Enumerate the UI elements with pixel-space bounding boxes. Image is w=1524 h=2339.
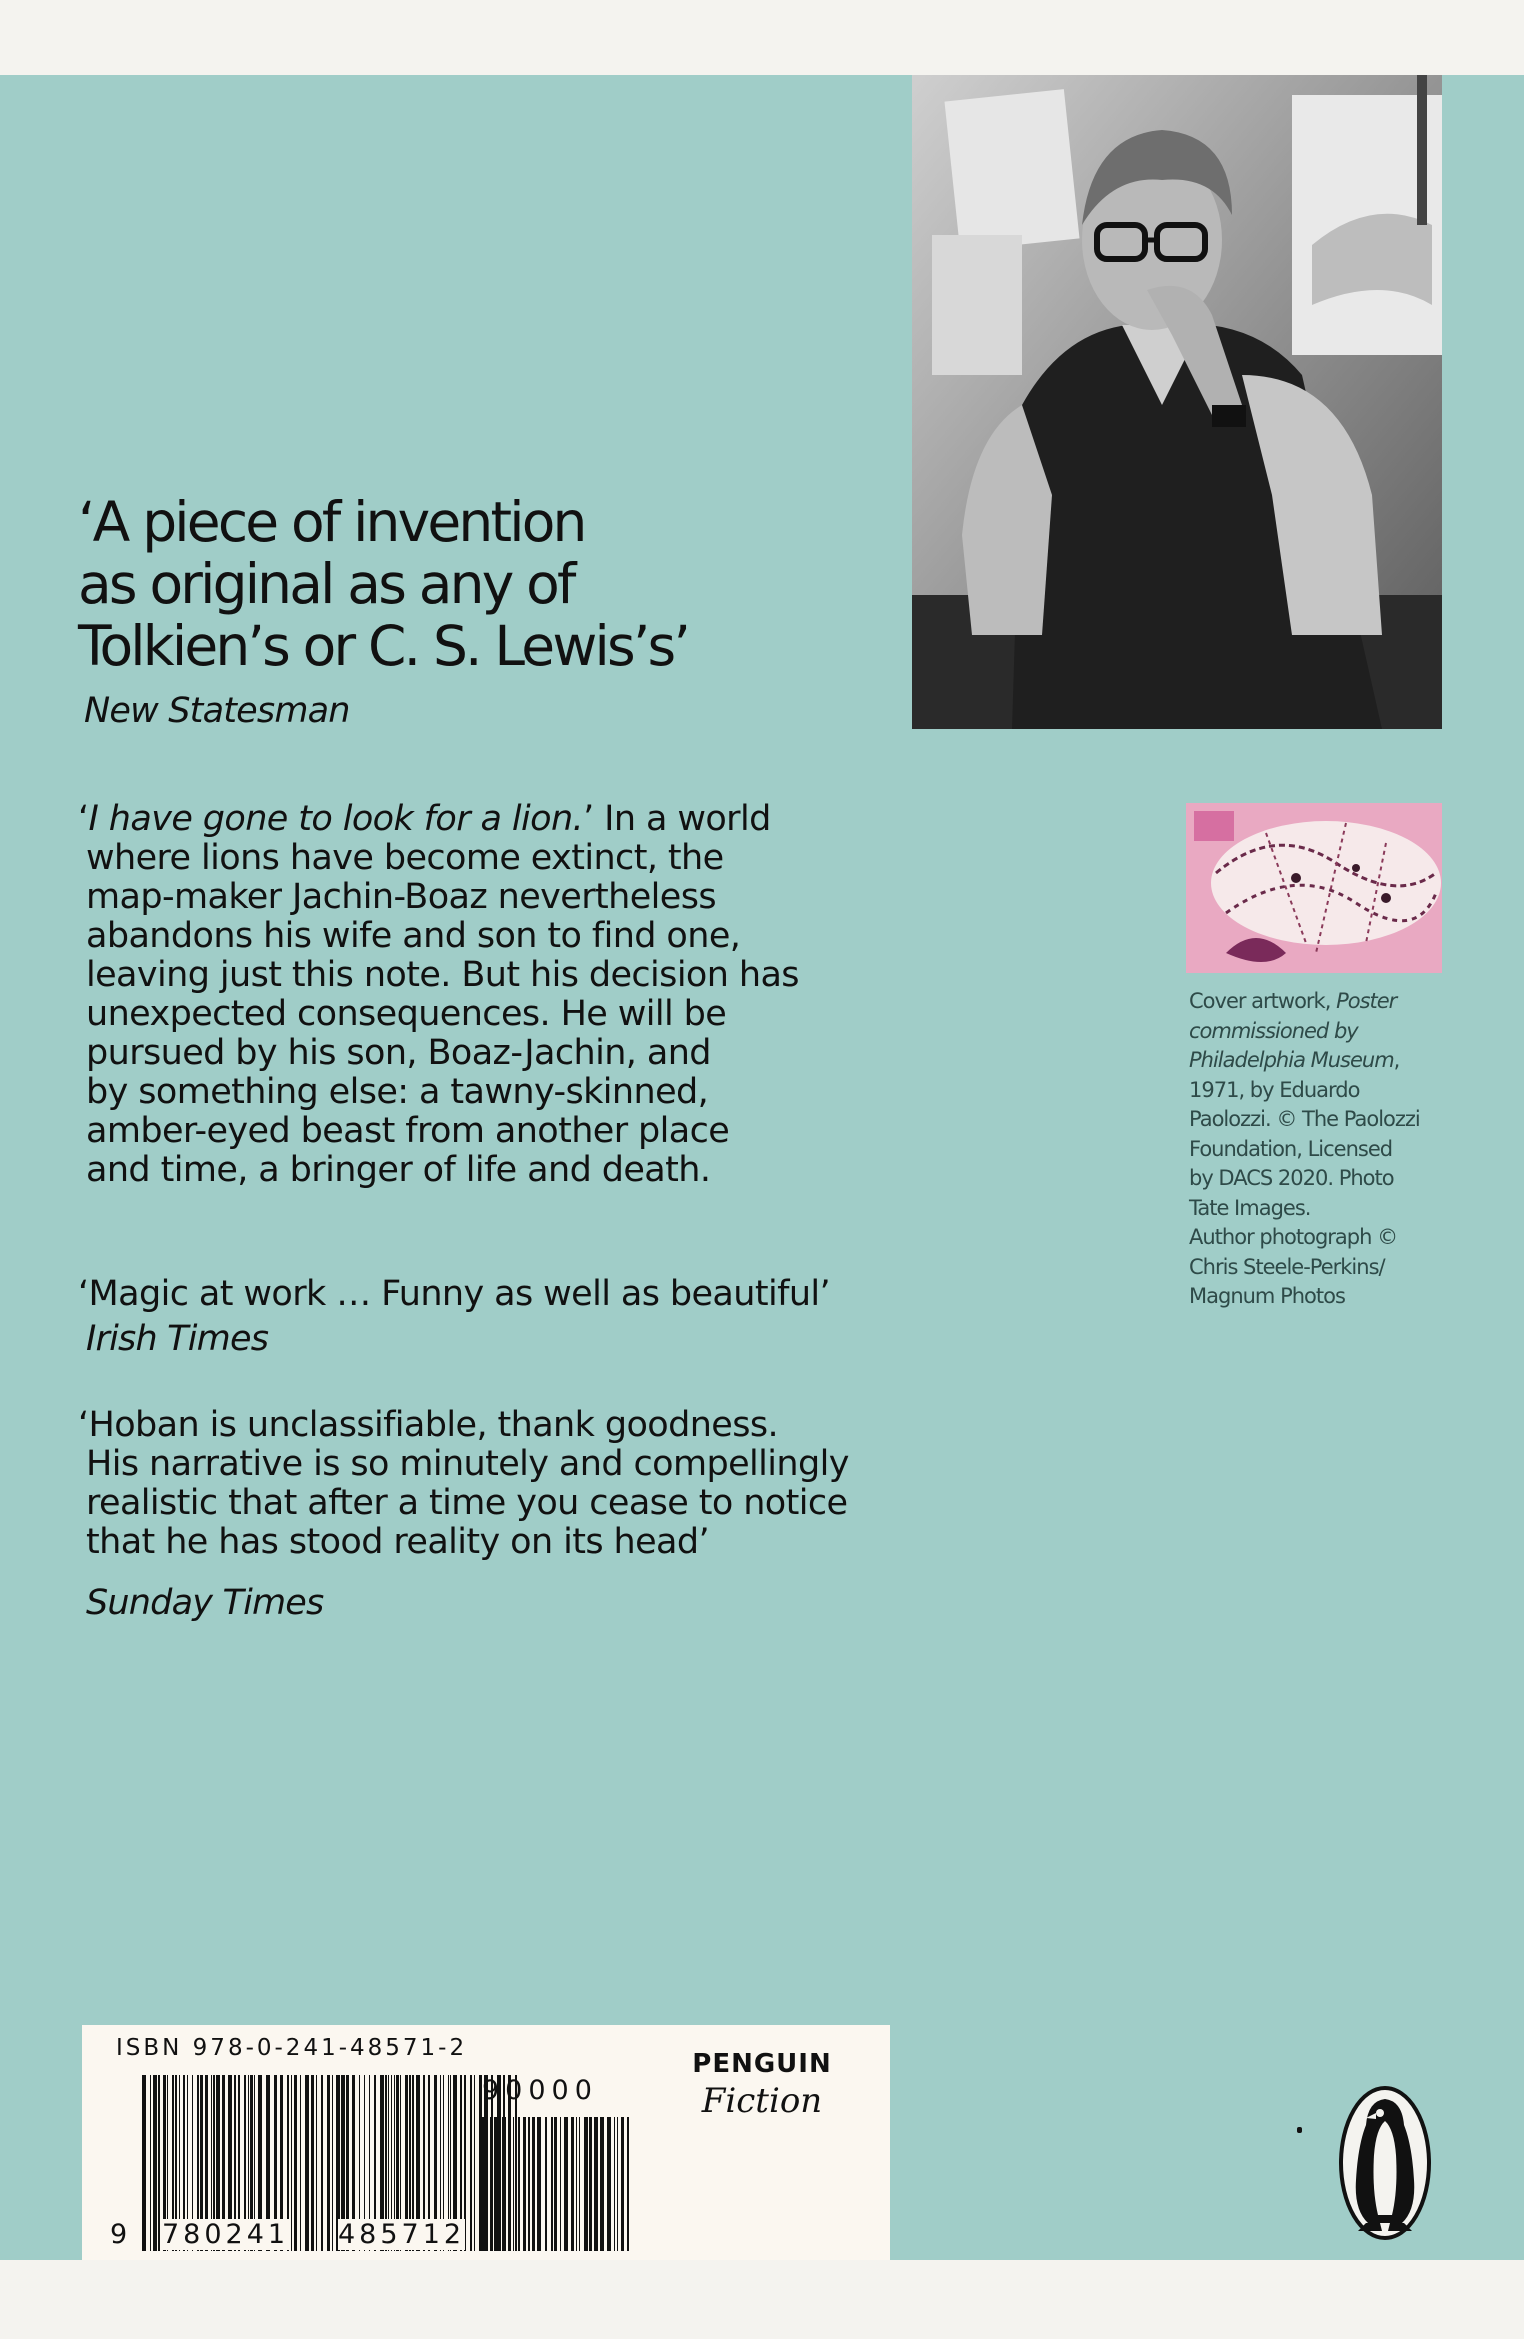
barcode-bar <box>537 2117 541 2251</box>
review-quote-line: His narrative is so minutely and compellingly <box>86 1444 849 1484</box>
barcode-bar <box>311 2075 314 2251</box>
barcode-bar <box>153 2075 157 2251</box>
barcode-bar <box>502 2117 506 2251</box>
brand-series: Fiction <box>701 2081 823 2121</box>
blurb-line: by something else: a tawny-skinned, <box>86 1072 709 1112</box>
credits-line: Tate Images. <box>1189 1195 1311 1220</box>
barcode-bar <box>470 2075 472 2251</box>
headline-attribution: New Statesman <box>84 691 350 731</box>
review-attribution: Sunday Times <box>86 1583 324 1623</box>
barcode-bar <box>584 2117 588 2251</box>
barcode-bar <box>594 2117 598 2251</box>
barcode-bar <box>564 2117 568 2251</box>
barcode-bar <box>332 2075 333 2251</box>
review-quote-irish-times <box>78 1275 878 1314</box>
barcode-bar <box>482 2117 486 2251</box>
credits-line: Chris Steele-Perkins/ <box>1189 1254 1385 1279</box>
credits-text: Philadelphia Museum <box>1189 1048 1394 1072</box>
review-attribution: Irish Times <box>86 1319 269 1359</box>
blurb-line: pursued by his son, Boaz-Jachin, and <box>86 1033 711 1073</box>
barcode-bar <box>294 2075 297 2251</box>
blurb-line: abandons his wife and son to find one, <box>86 916 741 956</box>
blurb-line: In a world <box>593 799 771 839</box>
barcode-bar <box>627 2117 629 2251</box>
barcode-bar <box>528 2117 530 2251</box>
barcode-bar <box>150 2075 151 2251</box>
barcode-digits-group2: 485712 <box>338 2219 466 2250</box>
review-quote-sunday-times <box>78 1406 878 1562</box>
barcode-bar <box>291 2075 292 2251</box>
credits-line: Author photograph © <box>1189 1225 1398 1249</box>
credits-text: commissioned by <box>1189 1018 1358 1043</box>
barcode-panel <box>82 2025 890 2260</box>
credits-line: Paolozzi. © The Paolozzi <box>1189 1107 1420 1131</box>
credits-text: Cover artwork, <box>1189 989 1337 1013</box>
blurb-close-quote: ’ <box>583 799 594 839</box>
headline-quote <box>78 491 798 677</box>
credits-line: Foundation, Licensed <box>1189 1136 1393 1161</box>
barcode-bar <box>490 2117 491 2251</box>
blurb-line: and time, a bringer of life and death. <box>86 1150 711 1190</box>
barcode-bar <box>510 2117 511 2251</box>
author-photo-image <box>912 75 1442 729</box>
barcode-bar <box>576 2117 577 2251</box>
barcode-bar <box>554 2117 557 2251</box>
blurb-line: where lions have become extinct, the <box>86 838 724 878</box>
blurb-italic-quote: I have gone to look for a lion. <box>88 799 584 839</box>
barcode-bar <box>545 2117 547 2251</box>
blurb-paragraph <box>78 800 878 1190</box>
barcode-bar <box>500 2117 501 2251</box>
barcode-bar <box>551 2117 553 2251</box>
review-quote-line: realistic that after a time you cease to notice <box>86 1483 848 1523</box>
cover-artwork-thumbnail <box>1186 803 1442 973</box>
barcode-bar <box>614 2117 615 2251</box>
barcode-bar <box>571 2117 574 2251</box>
credits-line: Magnum Photos <box>1189 1284 1345 1308</box>
artwork-image <box>1186 803 1442 973</box>
barcode-bar <box>560 2117 561 2251</box>
credits-line: 1971, by Eduardo <box>1189 1077 1360 1102</box>
headline-line: as original as any of <box>78 552 574 616</box>
isbn-label: ISBN 978-0-241-48571-2 <box>116 2035 468 2061</box>
barcode-bar <box>607 2117 611 2251</box>
publisher-brand <box>677 2049 847 2121</box>
barcode-first-digit: 9 <box>110 2219 128 2250</box>
barcode-bar <box>494 2117 497 2251</box>
back-cover <box>0 75 1524 2260</box>
review-quote-text: ‘Magic at work … Funny as well as beautiful’ <box>78 1274 831 1314</box>
headline-line: Tolkien’s or C. S. Lewis’s’ <box>78 614 689 678</box>
credits-text: , <box>1393 1048 1400 1072</box>
spot-mark <box>1297 2127 1302 2133</box>
barcode-bar <box>600 2117 604 2251</box>
barcode-digits-group1: 780241 <box>162 2219 290 2250</box>
barcode-addon-icon <box>482 2117 632 2251</box>
price-code: 90000 <box>482 2075 598 2106</box>
credits-line: by DACS 2020. Photo <box>1189 1166 1394 1190</box>
headline-line: ‘A piece of invention <box>78 490 585 554</box>
review-quote-line: ‘Hoban is unclassifiable, thank goodness. <box>78 1405 779 1445</box>
credits-text: Poster <box>1336 989 1397 1013</box>
barcode-bar <box>589 2117 592 2251</box>
blurb-open-quote: ‘ <box>78 799 89 839</box>
blurb-line: map-maker Jachin-Boaz nevertheless <box>86 877 716 917</box>
barcode-bar <box>532 2117 535 2251</box>
barcode-bar <box>617 2117 618 2251</box>
barcode-bar <box>523 2117 526 2251</box>
barcode-bar <box>474 2075 475 2251</box>
brand-name: PENGUIN <box>692 2049 832 2079</box>
barcode-bar <box>327 2075 330 2251</box>
barcode-bar <box>579 2117 580 2251</box>
barcode-bar <box>518 2117 520 2251</box>
barcode-bar <box>621 2117 624 2251</box>
blurb-line: leaving just this note. But his decision has <box>86 955 799 995</box>
barcode-bar <box>321 2075 323 2251</box>
blurb-line: amber-eyed beast from another place <box>86 1111 730 1151</box>
barcode-bar <box>316 2075 317 2251</box>
barcode-bar <box>300 2075 301 2251</box>
review-quote-line: that he has stood reality on its head’ <box>86 1522 710 1562</box>
author-photograph <box>912 75 1442 729</box>
barcode-bar <box>142 2075 146 2251</box>
barcode-bar <box>305 2075 309 2251</box>
barcode-bar <box>158 2075 160 2251</box>
blurb-line: unexpected consequences. He will be <box>86 994 727 1034</box>
barcode-bar <box>513 2117 514 2251</box>
penguin-logo-icon <box>1338 2085 1432 2241</box>
cover-credits <box>1189 987 1449 1312</box>
